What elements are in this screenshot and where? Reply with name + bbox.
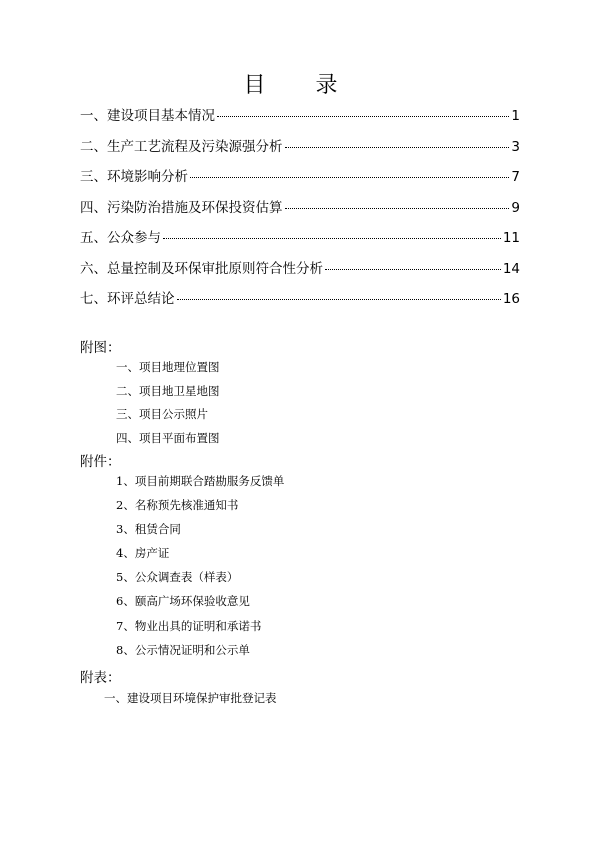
tables-heading: 附表： bbox=[80, 670, 121, 686]
toc-entry-label: 六、总量控制及环保审批原则符合性分析 bbox=[80, 260, 323, 277]
page-title: 目 录 bbox=[243, 73, 352, 98]
toc-leader-dots bbox=[217, 116, 509, 117]
toc-entry-page: 3 bbox=[511, 138, 520, 155]
toc-entry-page: 11 bbox=[502, 230, 520, 246]
toc-entry-page: 16 bbox=[502, 291, 520, 307]
toc-entry[interactable] bbox=[80, 135, 520, 166]
list-item: 7、物业出具的证明和承诺书 bbox=[116, 618, 262, 633]
toc-leader-dots bbox=[163, 238, 501, 239]
toc-entry-page: 14 bbox=[502, 260, 520, 277]
table-of-contents bbox=[80, 104, 520, 318]
list-item: 3、租赁合同 bbox=[116, 522, 181, 537]
figures-heading: 附图： bbox=[80, 340, 121, 356]
attachments-heading: 附件： bbox=[80, 454, 121, 470]
toc-entry-label: 三、环境影响分析 bbox=[80, 169, 188, 185]
attachments-list bbox=[116, 473, 284, 666]
toc-entry[interactable] bbox=[80, 226, 520, 257]
toc-entry-page: 9 bbox=[511, 199, 520, 216]
list-item: 8、公示情况证明和公示单 bbox=[116, 642, 250, 657]
toc-entry-label: 五、公众参与 bbox=[80, 230, 161, 246]
toc-entry-label: 一、建设项目基本情况 bbox=[80, 108, 215, 124]
list-item: 6、颐高广场环保验收意见 bbox=[116, 594, 250, 609]
toc-leader-dots bbox=[285, 147, 510, 148]
toc-leader-dots bbox=[285, 208, 510, 209]
toc-entry-page: 1 bbox=[511, 108, 520, 124]
list-item: 二、项目地卫星地图 bbox=[116, 383, 220, 398]
list-item: 2、名称预先核准通知书 bbox=[116, 498, 239, 513]
list-item: 一、项目地理位置图 bbox=[116, 360, 220, 374]
toc-entry[interactable] bbox=[80, 104, 520, 135]
list-item: 4、房产证 bbox=[116, 546, 170, 561]
toc-entry-label: 二、生产工艺流程及污染源强分析 bbox=[80, 138, 283, 155]
toc-leader-dots bbox=[190, 177, 509, 178]
toc-entry[interactable] bbox=[80, 196, 520, 227]
toc-entry-page: 7 bbox=[511, 169, 520, 185]
toc-entry-label: 七、环评总结论 bbox=[80, 291, 175, 307]
tables-list bbox=[104, 690, 277, 706]
toc-leader-dots bbox=[325, 269, 501, 270]
list-item: 1、项目前期联合踏勘服务反馈单 bbox=[116, 474, 285, 488]
toc-entry[interactable] bbox=[80, 165, 520, 196]
list-item: 四、项目平面布置图 bbox=[116, 430, 220, 445]
toc-leader-dots bbox=[177, 299, 501, 300]
list-item: 三、项目公示照片 bbox=[116, 407, 208, 421]
list-item: 一、建设项目环境保护审批登记表 bbox=[104, 691, 277, 705]
list-item: 5、公众调查表（样表） bbox=[116, 570, 239, 585]
toc-entry[interactable] bbox=[80, 257, 520, 288]
toc-entry[interactable] bbox=[80, 287, 520, 318]
toc-entry-label: 四、污染防治措施及环保投资估算 bbox=[80, 199, 283, 216]
figures-list bbox=[116, 359, 220, 453]
